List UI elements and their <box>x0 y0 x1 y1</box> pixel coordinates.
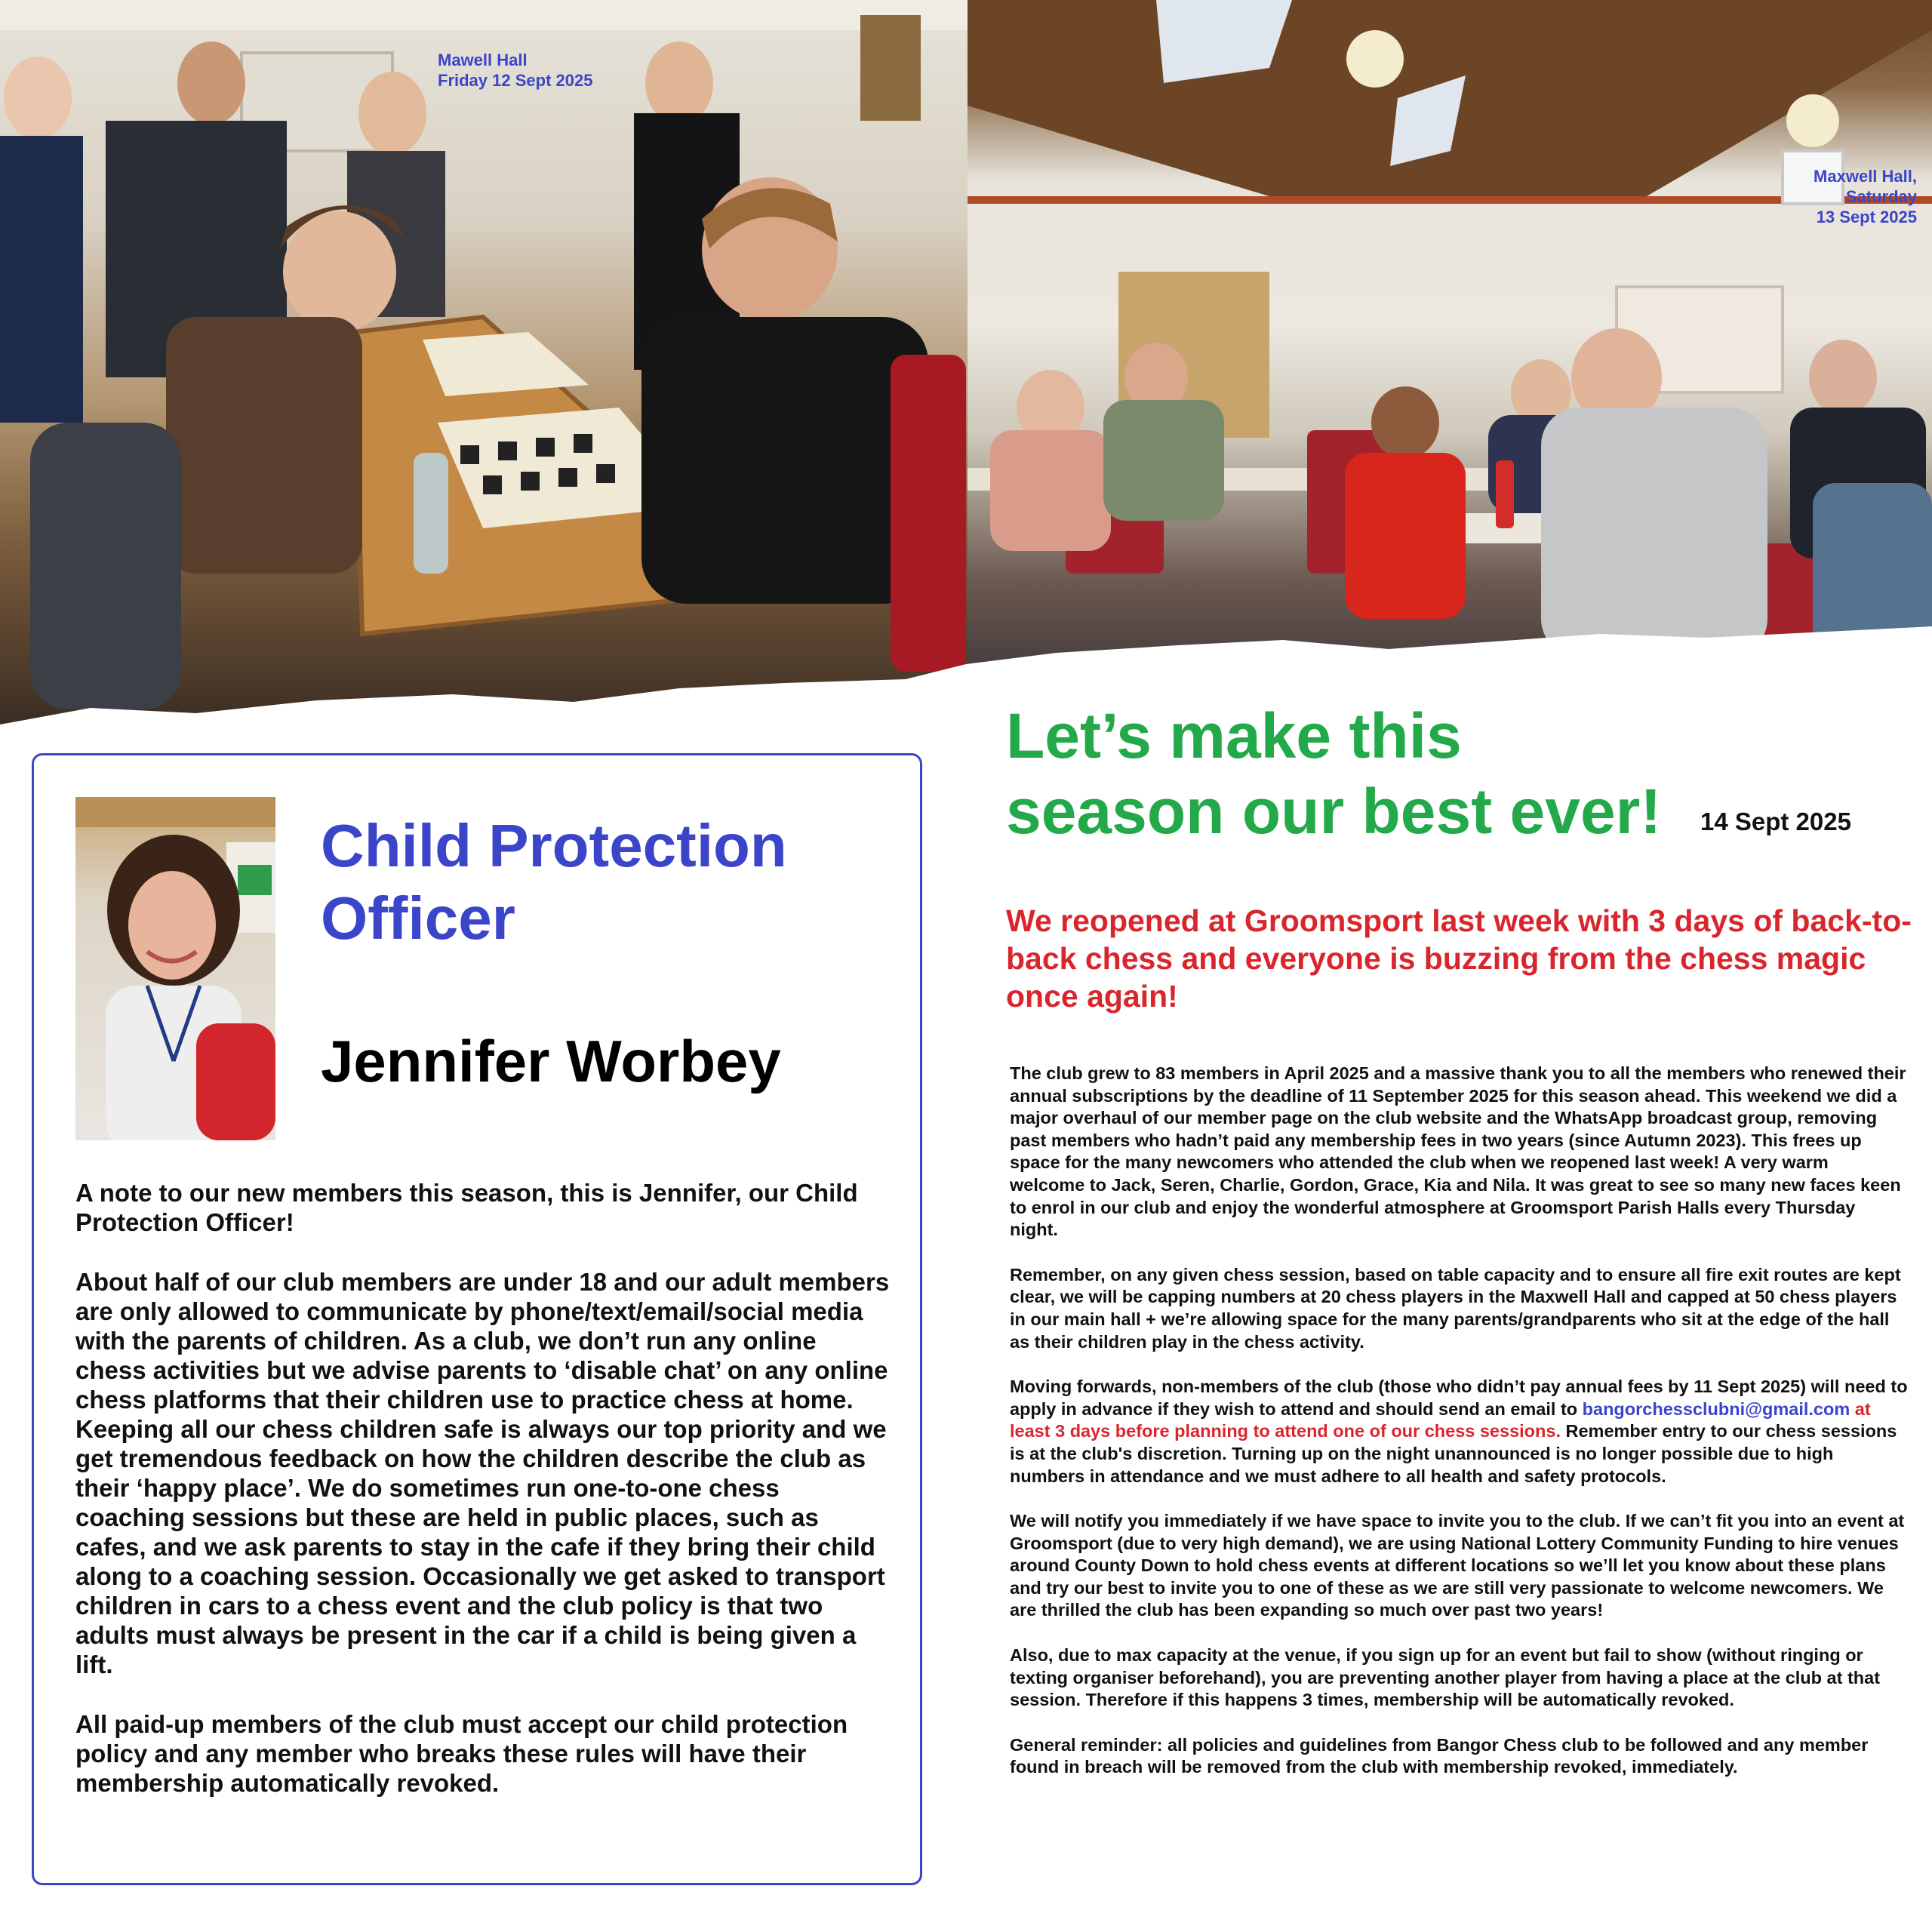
headline-date: 14 Sept 2025 <box>1700 808 1851 835</box>
paragraph: We will notify you immediately if we have space to invite you to the club. If we can’t fit you into an event at Groomsport (due to very high demand), we are using National Lottery Community Funding to hire venues around County Down to hold chess events at different locations so we’ll let you know about these plans and try our best to invite you to one of these as we are still very passionate to welcome newcomers. We are thrilled the club has been expanding so much over past two years! <box>1010 1511 1905 1620</box>
club-email-link[interactable]: bangorchessclubni@gmail.com <box>1582 1398 1850 1419</box>
entry-rules-text: Moving forwards, non-members of the club (those who didn’t pay annual fees by 11 Sept 2025) will need to apply in advance if they wish to attend and should send an email to <box>1010 1377 1908 1419</box>
child-protection-text <box>75 1178 891 1828</box>
season-headline <box>1006 698 1661 849</box>
headline-line1: Let’s make this <box>1006 700 1462 771</box>
photo-caption-left <box>438 50 592 91</box>
officer-portrait <box>75 797 275 1140</box>
photo-maxwell-hall-saturday <box>968 0 1932 725</box>
child-protection-panel <box>32 753 922 1885</box>
paragraph: The club grew to 83 members in April 2025 and a massive thank you to all the members who renewed their annual subscriptions by the deadline of 11 September 2025 for this season ahead. This weekend we did a major overhaul of our member page on the club website and the WhatsApp broadcast group, removing past members who hadn’t paid any membership fees in two years (since Autumn 2023). This frees up space for the many newcomers who attended the club when we reopened last week! A very warm welcome to Jack, Seren, Charlie, Gordon, Grace, Kia and Nila. It was great to see so many new faces keen to enrol in our club and enjoy the wonderful atmosphere at Groomsport Parish Halls every Thursday night. <box>1010 1063 1906 1240</box>
paragraph: Also, due to max capacity at the venue, if you sign up for an event but fail to show (without ringing or texting organiser beforehand), you are preventing another player from having a place at the club at that session. Therefore if this happens 3 times, membership will be automatically revoked. <box>1010 1645 1881 1710</box>
entry-rules-text-end: Remember entry to our chess sessions is at the club's discretion. Turning up on the night unannounced is no longer possible due to high numbers in attendance and we must adhere to all health and safety protocols. <box>1010 1421 1897 1486</box>
role-title <box>321 810 787 955</box>
headline-line2: season our best ever! <box>1006 776 1662 847</box>
reopening-subhead: We reopened at Groomsport last week with 3 days of back-to-back chess and everyone is buzzing from the chess magic once again! <box>1006 903 1912 1014</box>
role-title-line1: Child Protection <box>321 812 787 879</box>
caption-location: Maxwell Hall, <box>1814 167 1917 186</box>
photo-mawell-hall-friday <box>0 0 968 725</box>
role-title-line2: Officer <box>321 885 515 952</box>
club-news-body <box>1010 1063 1908 1801</box>
paragraph: General reminder: all policies and guidelines from Bangor Chess club to be followed and any member found in breach will be removed from the club with membership revoked, immediately. <box>1010 1734 1869 1777</box>
caption-location: Mawell Hall <box>438 51 528 69</box>
caption-date: Friday 12 Sept 2025 <box>438 71 593 90</box>
caption-day: Saturday <box>1845 187 1917 206</box>
paragraph: A note to our new members this season, this is Jennifer, our Child Protection Officer! <box>75 1179 858 1236</box>
paragraph-entry-rules <box>1010 1376 1908 1488</box>
paragraph: About half of our club members are under 18 and our adult members are only allowed to communicate by phone/text/email/social media with the parents of children. As a club, we don’t run any online chess activities but we advise parents to ‘disable chat’ on any online chess platforms that their children use to practice chess at home. Keeping all our chess children safe is always our top priority and we get tremendous feedback on how the children describe the club as their ‘happy place’. We do sometimes run one-to-one chess coaching sessions but these are held in public places, such as cafes, and we ask parents to stay in the cafe if they bring their child along to a coaching session. Occasionally we get asked to transport children in cars to a chess event and the club policy is that two adults must always be present in the car if a child is being given a lift. <box>75 1268 890 1678</box>
paragraph: All paid-up members of the club must accept our child protection policy and any member who breaks these rules will have their membership automatically revoked. <box>75 1710 848 1797</box>
photo-caption-right <box>1814 166 1917 227</box>
paragraph: Remember, on any given chess session, based on table capacity and to ensure all fire exit routes are kept clear, we will be capping numbers at 20 chess players in the Maxwell Hall and capped at 50 chess players in our main hall + we’re allowing space for the many parents/grandparents who sit at the edge of the hall as their children play in the chess activity. <box>1010 1264 1901 1352</box>
advance-notice-warning: at least 3 days before planning to attend one of our chess sessions. <box>1010 1398 1871 1441</box>
portrait-image <box>75 797 275 1140</box>
chess-players-photo-left <box>0 0 968 725</box>
chess-hall-photo-right <box>968 0 1932 725</box>
caption-date: 13 Sept 2025 <box>1816 208 1917 226</box>
officer-name: Jennifer Worbey <box>321 1028 781 1094</box>
